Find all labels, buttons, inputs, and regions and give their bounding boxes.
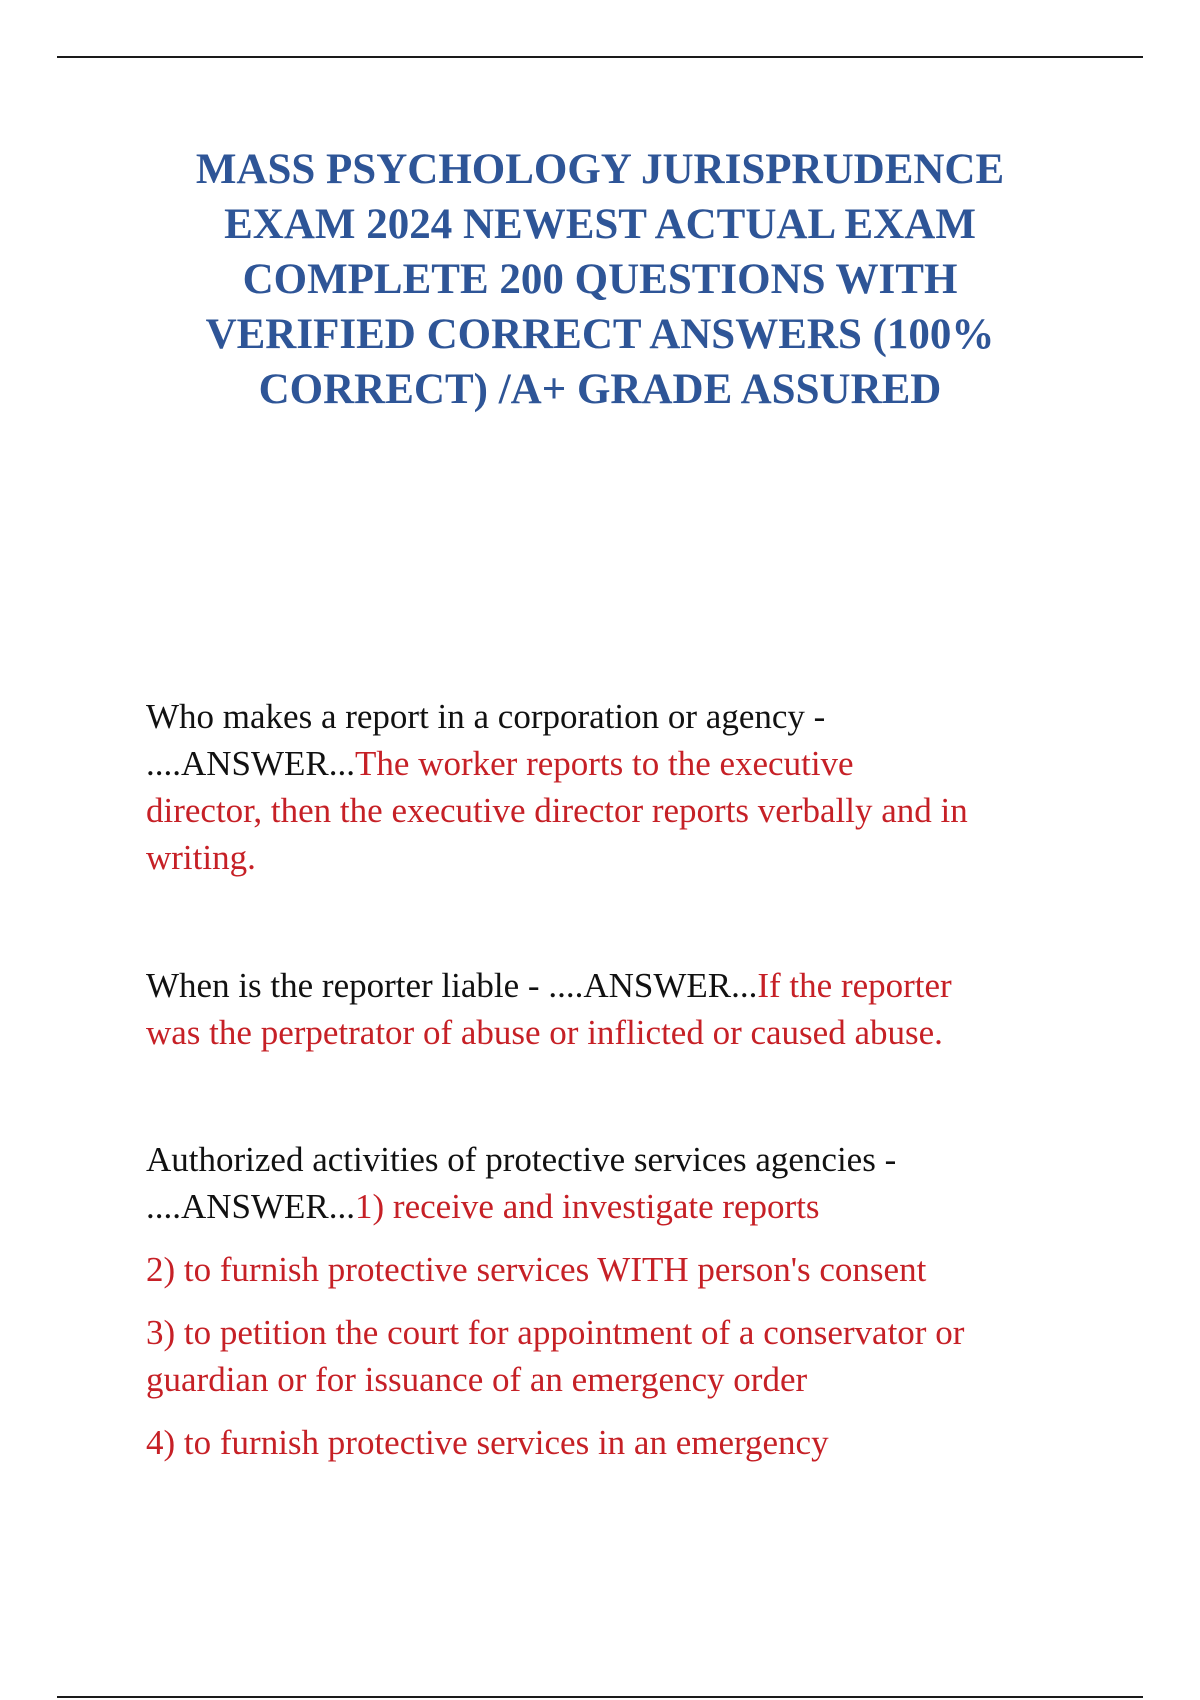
question-text: Who makes a report in a corporation or agency - (146, 697, 826, 736)
qa-paragraph (146, 1136, 1066, 1230)
question-text: When is the reporter liable - (146, 966, 549, 1005)
question-line (146, 962, 1066, 1009)
answer-text: 1) receive and investigate reports (355, 1187, 820, 1226)
answer-list-item: 2) to furnish protective services WITH person's consent (146, 1250, 927, 1289)
answer-list-item (146, 1309, 1066, 1403)
answer-text: The worker reports to the executive (355, 744, 854, 783)
answer-text: guardian or for issuance of an emergency order (146, 1360, 808, 1399)
answer-text: If the reporter (757, 966, 952, 1005)
answer-text: was the perpetrator of abuse or inflicted or caused abuse. (146, 1013, 943, 1052)
qa-block (146, 962, 1066, 1056)
answer-marker: ....ANSWER... (146, 744, 356, 783)
qa-block (146, 1136, 1066, 1466)
title-line: COMPLETE 200 QUESTIONS WITH (242, 256, 958, 303)
answer-line (146, 1183, 1066, 1230)
answer-text: director, then the executive director reports verbally and in (146, 791, 968, 830)
qa-block (146, 693, 1066, 881)
title-line: EXAM 2024 NEWEST ACTUAL EXAM (224, 201, 976, 248)
title-line: VERIFIED CORRECT ANSWERS (100% (205, 311, 995, 358)
qa-paragraph (146, 962, 1066, 1056)
answer-text: writing. (146, 838, 256, 877)
answer-marker: ....ANSWER... (146, 1187, 356, 1226)
answer-list-item: 4) to furnish protective services in an emergency (146, 1423, 829, 1462)
title-line: MASS PSYCHOLOGY JURISPRUDENCE (195, 146, 1005, 193)
title-line: CORRECT) /A+ GRADE ASSURED (258, 366, 942, 413)
footer-rule (57, 1696, 1143, 1698)
question-text: Authorized activities of protective services agencies - (146, 1140, 897, 1179)
answer-line (146, 740, 1066, 787)
header-rule (57, 56, 1143, 58)
qa-paragraph (146, 693, 1066, 881)
document-title (140, 142, 1060, 417)
answer-text: 3) to petition the court for appointment of a conservator or (146, 1313, 965, 1352)
answer-marker: ....ANSWER... (548, 966, 758, 1005)
